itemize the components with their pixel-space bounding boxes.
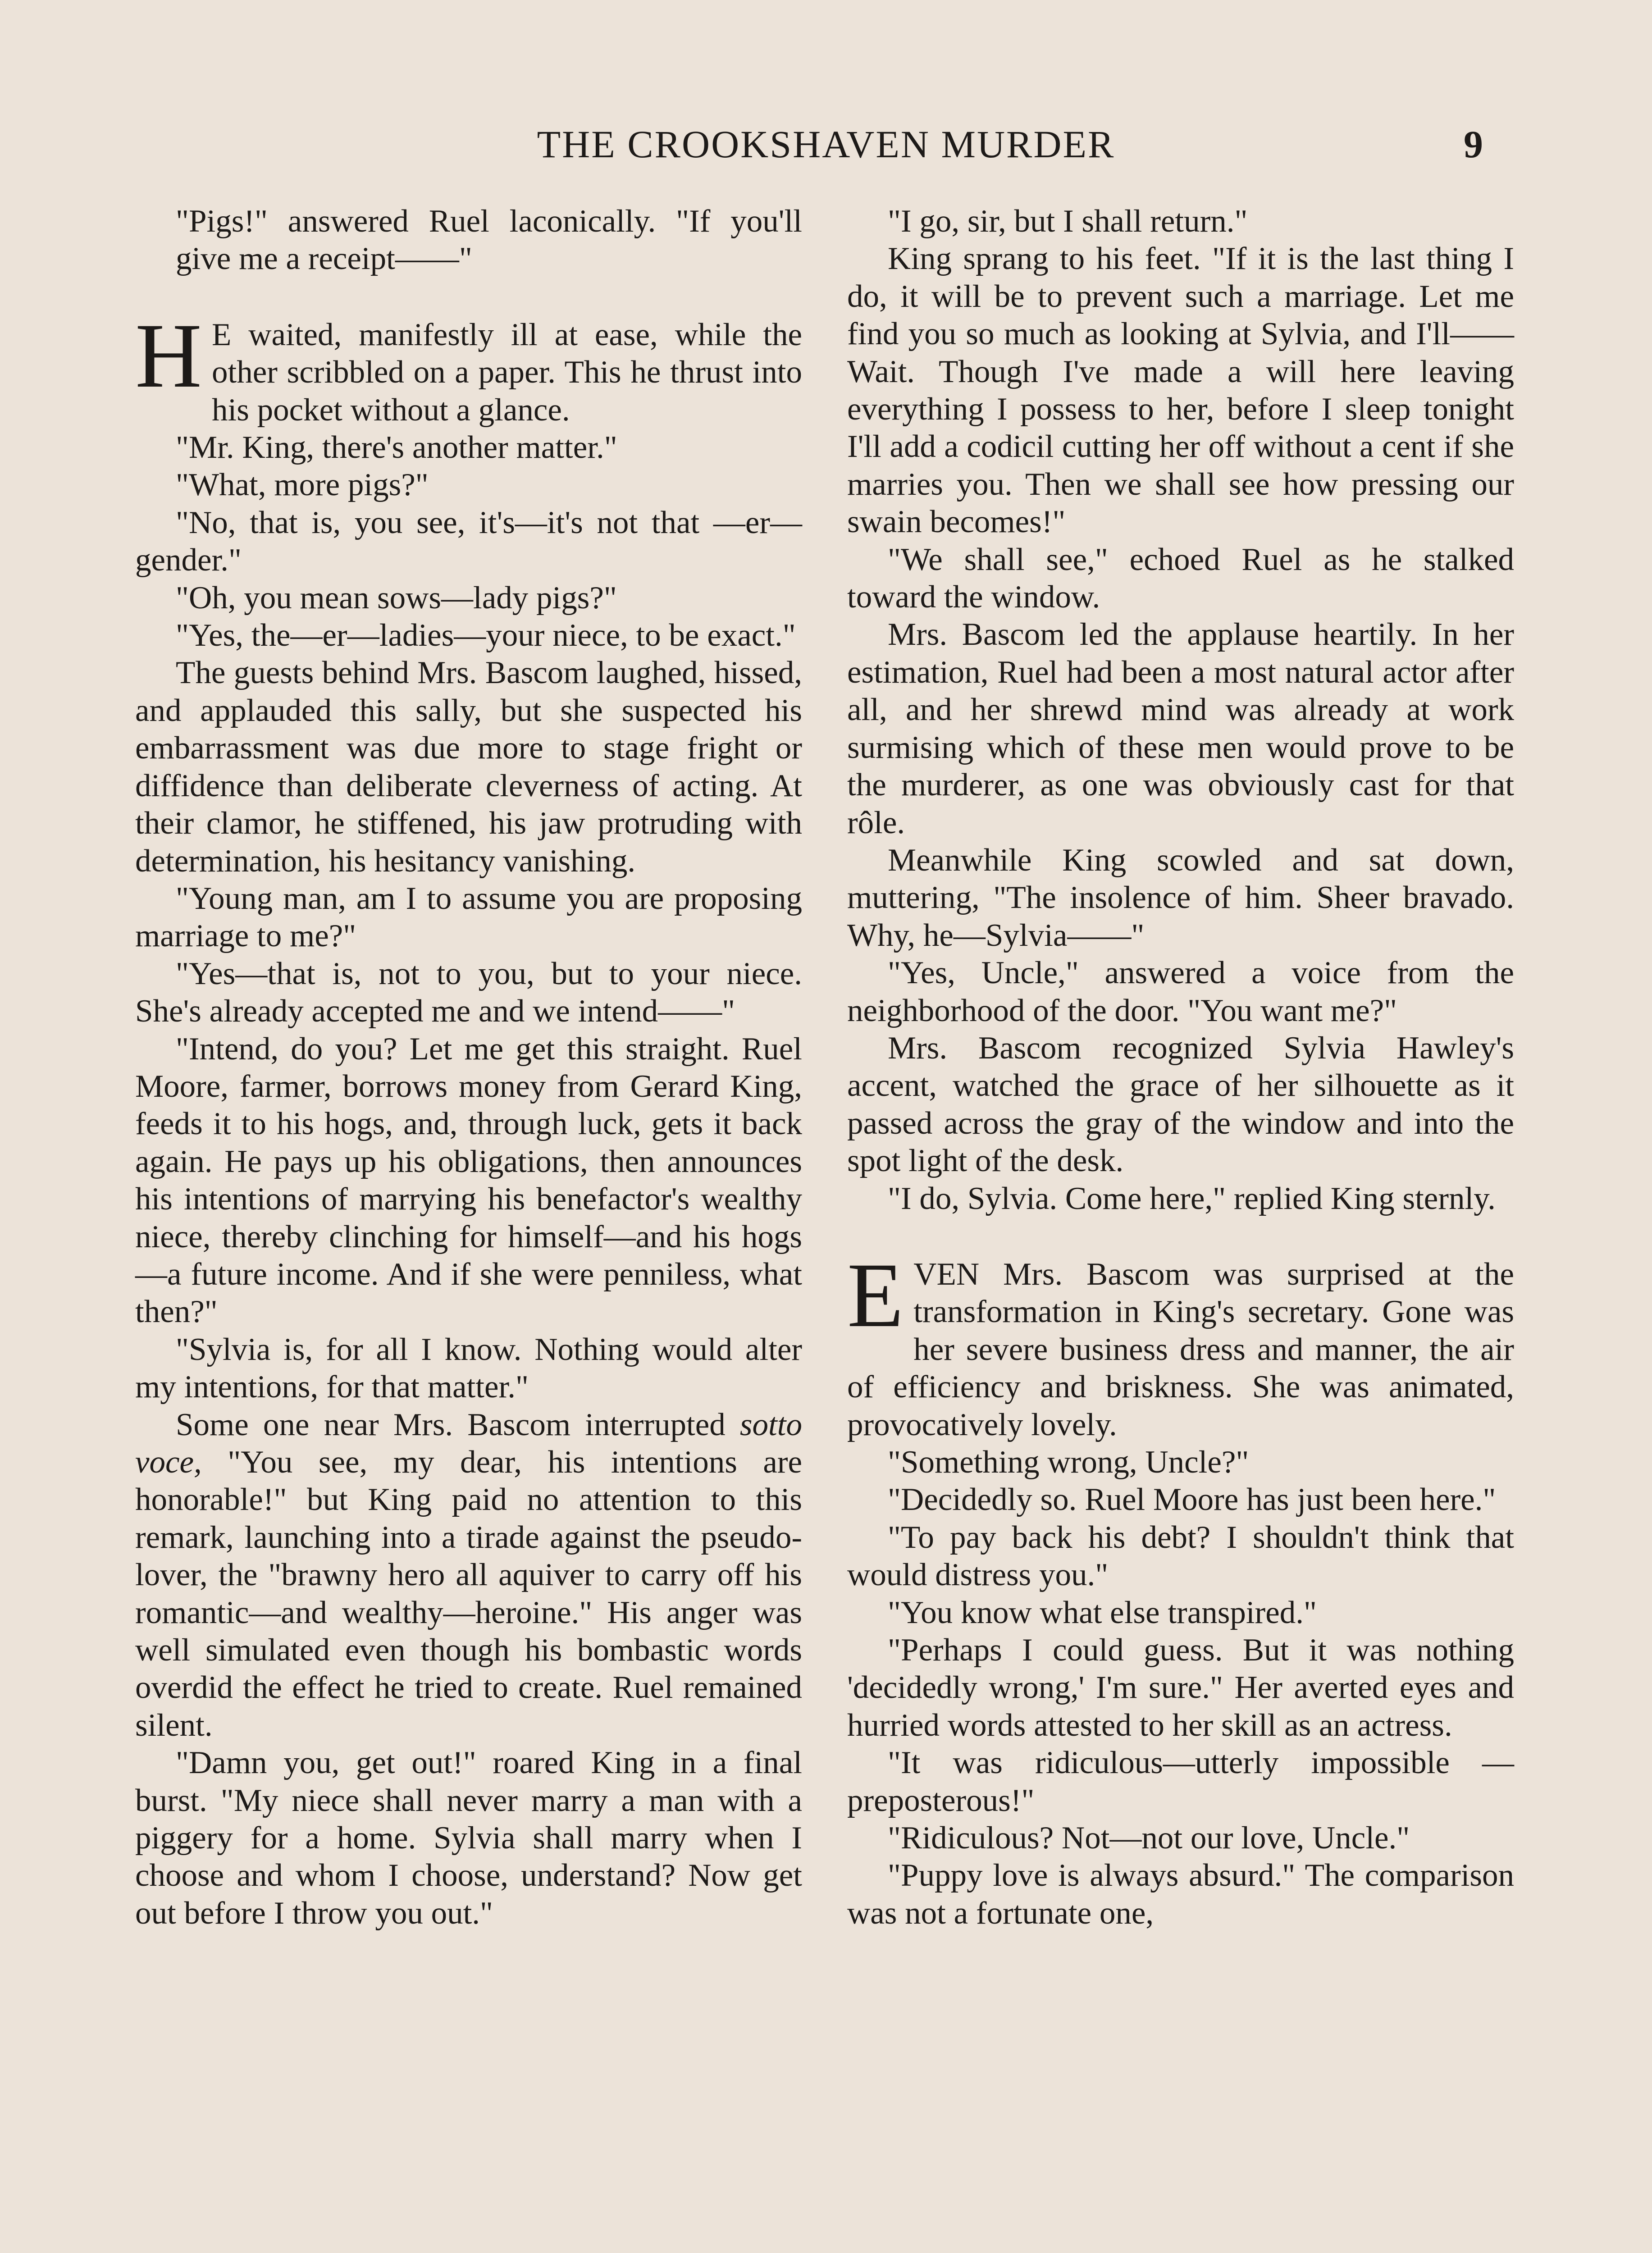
paragraph: Meanwhile King scowled and sat down, muttering, "The insolence of him. Sheer bravado. Why, he—Sylvia——" (847, 842, 1514, 953)
paragraph: "Something wrong, Uncle?" (888, 1445, 1249, 1480)
paragraph-text: VEN Mrs. Bascom was surprised at the transformation in King's secretary. Gone was her severe business dress and manner, the air of efficiency and briskness. She was animated, provocatively lovely. (847, 1256, 1514, 1442)
paragraph: "Yes, Uncle," answered a voice from the neighborhood of the door. "You want me?" (847, 955, 1514, 1028)
paragraph: "Perhaps I could guess. But it was nothing 'decidedly wrong,' I'm sure." Her averted eyes and hurried words attested to her skill as an actress. (847, 1633, 1514, 1743)
paragraph: King sprang to his feet. "If it is the last thing I do, it will be to prevent such a marriage. Let me find you so much as looking at Sylvia, and I'll—— Wait. Though I've made a will here leaving everything I possess to her, before I sleep tonight I'll add a codicil cutting her off without a cent if she marries you. Then we shall see how pressing our swain becomes!" (847, 241, 1514, 540)
paragraph: "Intend, do you? Let me get this straight. Ruel Moore, farmer, borrows money from Gerard King, feeds it to his hogs, and, through luck, gets it back again. He pays up his obligations, then announces his intentions of marrying his benefactor's wealthy niece, thereby clinching for himself—and his hogs—a future income. And if she were penniless, what then?" (135, 1031, 802, 1330)
paragraph: "Pigs!" answered Ruel laconically. "If you'll give me a receipt——" (176, 204, 802, 277)
paragraph: Mrs. Bascom led the applause heartily. In her estimation, Ruel had been a most natural actor after all, and her shrewd mind was already at work surmising which of these men would prove to be the murderer, as one was obviously cast for that rôle. (847, 617, 1514, 840)
paragraph: "I go, sir, but I shall return." (888, 204, 1248, 239)
paragraph-dropcap (135, 304, 802, 429)
paragraph: "Young man, am I to assume you are proposing marriage to me?" (135, 880, 802, 954)
paragraph (135, 1406, 802, 1745)
paragraph: "No, that is, you see, it's—it's not that —er—gender." (135, 505, 802, 578)
paragraph: "Yes, the—er—ladies—your niece, to be exact." (176, 618, 796, 653)
page-header (135, 122, 1517, 171)
paragraph: "Decidedly so. Ruel Moore has just been here." (888, 1482, 1496, 1518)
right-column (847, 203, 1514, 1932)
running-title: THE CROOKSHAVEN MURDER (537, 123, 1115, 166)
paragraph: "What, more pigs?" (176, 467, 429, 503)
paragraph-text: "You see, my dear, his intentions are honorable!" but King paid no attention to this remark, launching into a tirade against the pseudo-lover, the "brawny hero all aquiver to carry off his romantic—and wealthy—heroine." His anger was well simulated even though his bombastic words overdid the effect he tried to create. Ruel remained silent. (135, 1445, 802, 1743)
paragraph-text: Some one near Mrs. Bascom interrupted (176, 1407, 740, 1442)
paragraph: "I do, Sylvia. Come here," replied King sternly. (888, 1181, 1496, 1216)
paragraph: "Ridiculous? Not—not our love, Uncle." (888, 1820, 1410, 1856)
paragraph: The guests behind Mrs. Bascom laughed, hissed, and applauded this sally, but she suspected his embarrassment was due more to stage fright or diffidence than deliberate cleverness of acting. At their clamor, he stiffened, his jaw protruding with determination, his hesitancy vanishing. (135, 655, 802, 879)
paragraph: "It was ridiculous—utterly impossible —preposterous!" (847, 1745, 1514, 1818)
paragraph-text: E waited, manifestly ill at ease, while the other scribbled on a paper. This he thrust into his pocket without a glance. (212, 317, 802, 428)
paragraph: "Puppy love is always absurd." The comparison was not a fortunate one, (847, 1858, 1514, 1931)
paragraph-dropcap (847, 1244, 1514, 1444)
paragraph: "Mr. King, there's another matter." (176, 430, 617, 465)
paragraph: "Damn you, get out!" roared King in a final burst. "My niece shall never marry a man with a piggery for a home. Sylvia shall marry when I choose and whom I choose, understand? Now get out before I throw you out." (135, 1745, 802, 1931)
paragraph: "To pay back his debt? I shouldn't think that would distress you." (847, 1519, 1514, 1593)
drop-cap: E (847, 1244, 904, 1346)
paragraph: "Sylvia is, for all I know. Nothing would alter my intentions, for that matter." (135, 1332, 802, 1405)
paragraph: "Yes—that is, not to you, but to your niece. She's already accepted me and we intend——" (135, 956, 802, 1029)
paragraph: "Oh, you mean sows—lady pigs?" (176, 580, 617, 616)
italic-phrase: sotto voce, (135, 1407, 802, 1480)
page-number: 9 (1464, 123, 1483, 166)
left-column (135, 203, 802, 1932)
paragraph: "We shall see," echoed Ruel as he stalked toward the window. (847, 542, 1514, 615)
paragraph: Mrs. Bascom recognized Sylvia Hawley's accent, watched the grace of her silhouette as it passed across the gray of the window and into the spot light of the desk. (847, 1030, 1514, 1179)
paragraph: "You know what else transpired." (888, 1595, 1317, 1630)
drop-cap: H (135, 304, 202, 407)
